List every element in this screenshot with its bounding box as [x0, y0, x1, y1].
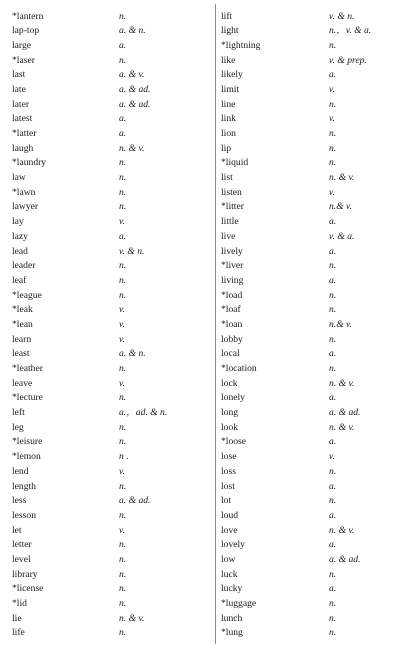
- part-of-speech: n.: [329, 99, 337, 110]
- vocab-word: *laundry: [12, 158, 47, 169]
- vocab-entry: [221, 24, 411, 39]
- vocab-entry: [12, 376, 210, 391]
- part-of-speech: n.: [329, 613, 337, 624]
- part-of-speech: n.: [119, 275, 127, 286]
- vocab-word: *league: [12, 290, 42, 301]
- part-of-speech: n.: [119, 55, 127, 66]
- vocab-word: lend: [12, 466, 29, 477]
- vocab-word: large: [12, 40, 32, 51]
- vocab-entry: [12, 391, 210, 406]
- part-of-speech: v.: [119, 334, 125, 345]
- part-of-speech: n.& v.: [329, 319, 353, 330]
- vocab-word: *luggage: [221, 599, 257, 609]
- vocab-word: lock: [221, 378, 238, 389]
- vocab-word: *lemon: [12, 452, 41, 462]
- vocab-entry: [12, 303, 210, 318]
- vocab-entry: [221, 626, 411, 641]
- part-of-speech: n.& v.: [329, 202, 353, 213]
- vocab-word: leader: [12, 261, 36, 271]
- vocab-word: *loose: [221, 437, 247, 448]
- vocab-entry: [221, 156, 411, 171]
- part-of-speech: n.: [329, 261, 337, 271]
- vocab-word: lip: [221, 143, 232, 154]
- part-of-speech: n.: [119, 540, 127, 550]
- part-of-speech: n.: [119, 422, 127, 433]
- part-of-speech: n.: [329, 143, 337, 154]
- vocab-word: leaf: [12, 275, 27, 286]
- part-of-speech: n.: [119, 569, 127, 580]
- vocab-entry: [221, 317, 411, 332]
- part-of-speech: n. & v.: [329, 422, 355, 433]
- vocab-entry: [12, 626, 210, 641]
- vocab-entry: [12, 508, 210, 523]
- vocab-word: light: [221, 26, 239, 36]
- part-of-speech: v.: [329, 187, 335, 198]
- part-of-speech: a.: [329, 349, 337, 359]
- vocab-entry: [12, 611, 210, 626]
- vocab-entry: [221, 244, 411, 259]
- vocab-word: lay: [12, 217, 24, 227]
- vocab-word: *leak: [12, 305, 33, 315]
- part-of-speech: n. & v.: [119, 143, 145, 154]
- part-of-speech: a. & ad.: [119, 496, 151, 506]
- vocab-word: level: [12, 554, 31, 565]
- vocab-entry: [12, 464, 210, 479]
- vocab-word: length: [12, 481, 36, 492]
- vocab-word: *latter: [12, 129, 37, 139]
- vocab-entry: [12, 97, 210, 112]
- vocab-word: leg: [12, 422, 24, 433]
- vocab-word: *lung: [221, 628, 243, 639]
- vocab-entry: [221, 68, 411, 83]
- vocab-entry: [12, 185, 210, 200]
- vocab-word: later: [12, 99, 30, 110]
- part-of-speech: v.: [119, 217, 125, 227]
- vocab-entry: [12, 259, 210, 274]
- vocab-entry: [12, 229, 210, 244]
- vocab-entry: [221, 552, 411, 567]
- vocab-entry: [221, 391, 411, 406]
- vocab-entry: [221, 185, 411, 200]
- vocab-entry: [221, 464, 411, 479]
- vocab-entry: [12, 435, 210, 450]
- vocab-entry: [221, 523, 411, 538]
- vocab-word: *license: [12, 584, 44, 594]
- part-of-speech: n.: [119, 158, 127, 169]
- vocab-entry: [12, 141, 210, 156]
- vocab-entry: [12, 82, 210, 97]
- vocab-word: living: [221, 275, 244, 286]
- part-of-speech: n.: [119, 261, 127, 271]
- right-word-column: [221, 9, 411, 641]
- vocab-entry: [12, 494, 210, 509]
- vocab-word: *lightning: [221, 40, 261, 51]
- vocab-entry: [12, 538, 210, 553]
- vocab-entry: [12, 552, 210, 567]
- vocab-word: let: [12, 525, 22, 536]
- part-of-speech: n.: [119, 364, 127, 374]
- vocab-entry: [12, 420, 210, 435]
- vocab-entry: [221, 479, 411, 494]
- vocab-word: lost: [221, 481, 235, 492]
- part-of-speech: a.: [329, 437, 337, 448]
- part-of-speech: a.: [329, 275, 337, 286]
- vocab-word: latest: [12, 114, 33, 124]
- vocab-entry: [221, 200, 411, 215]
- vocab-entry: [12, 244, 210, 259]
- part-of-speech: a. & v.: [119, 70, 145, 80]
- vocab-entry: [221, 347, 411, 362]
- vocab-entry: [12, 406, 210, 421]
- vocab-word: lift: [221, 11, 233, 22]
- part-of-speech: n.: [329, 466, 337, 477]
- vocab-word: *laser: [12, 55, 35, 66]
- vocab-entry: [221, 406, 411, 421]
- vocab-entry: [221, 362, 411, 377]
- column-divider: [215, 4, 216, 644]
- part-of-speech: a.: [329, 584, 337, 594]
- vocab-entry: [221, 494, 411, 509]
- part-of-speech: a. & ad.: [329, 554, 361, 565]
- part-of-speech: v. & n.: [329, 11, 355, 22]
- vocab-entry: [221, 112, 411, 127]
- vocab-entry: [12, 127, 210, 142]
- vocab-word: library: [12, 569, 38, 580]
- part-of-speech: a.: [329, 246, 337, 257]
- part-of-speech: n.: [329, 628, 337, 639]
- vocab-word: lose: [221, 452, 237, 462]
- part-of-speech: a.: [329, 393, 337, 404]
- vocab-entry: [221, 508, 411, 523]
- vocab-word: last: [12, 70, 26, 80]
- vocab-entry: [221, 450, 411, 465]
- vocab-word: look: [221, 422, 239, 433]
- vocab-word: love: [221, 525, 238, 536]
- vocab-entry: [12, 53, 210, 68]
- vocab-entry: [12, 215, 210, 230]
- vocab-entry: [221, 38, 411, 53]
- part-of-speech: a.: [119, 231, 127, 242]
- vocab-word: least: [12, 349, 30, 359]
- vocab-entry: [12, 362, 210, 377]
- vocab-word: line: [221, 99, 236, 110]
- vocab-word: live: [221, 231, 236, 242]
- part-of-speech: a.: [329, 481, 337, 492]
- vocab-entry: [221, 582, 411, 597]
- part-of-speech: n.: [329, 599, 337, 609]
- vocab-word: like: [221, 55, 236, 66]
- part-of-speech: n.: [329, 334, 337, 345]
- part-of-speech: n.: [119, 11, 127, 22]
- part-of-speech: n.: [119, 510, 127, 521]
- vocab-entry: [221, 611, 411, 626]
- part-of-speech: a. & ad.: [119, 99, 151, 110]
- vocab-entry: [221, 567, 411, 582]
- vocab-entry: [12, 582, 210, 597]
- part-of-speech: n.: [119, 187, 127, 198]
- part-of-speech: n.: [329, 364, 337, 374]
- part-of-speech: v. & a.: [329, 231, 355, 242]
- part-of-speech: v.: [119, 305, 125, 315]
- part-of-speech: n. & v.: [329, 173, 355, 183]
- vocab-word: lawyer: [12, 202, 39, 213]
- part-of-speech: v.: [119, 378, 125, 389]
- vocab-entry: [221, 259, 411, 274]
- vocab-entry: [221, 97, 411, 112]
- vocab-word: *liver: [221, 261, 244, 271]
- part-of-speech: a.，ad. & n.: [119, 408, 168, 418]
- vocab-word: *litter: [221, 202, 244, 213]
- vocab-word: laugh: [12, 143, 34, 154]
- vocab-word: lazy: [12, 231, 28, 242]
- vocab-entry: [12, 450, 210, 465]
- vocab-entry: [12, 288, 210, 303]
- vocab-word: loud: [221, 510, 239, 521]
- vocab-entry: [221, 597, 411, 612]
- vocab-word: local: [221, 349, 240, 359]
- vocab-entry: [221, 141, 411, 156]
- vocab-word: lonely: [221, 393, 245, 404]
- vocab-word: lovely: [221, 540, 245, 550]
- vocab-entry: [221, 127, 411, 142]
- part-of-speech: v.: [329, 452, 335, 462]
- part-of-speech: a.: [329, 217, 337, 227]
- vocab-word: link: [221, 114, 236, 124]
- part-of-speech: n.: [329, 290, 337, 301]
- vocab-word: lead: [12, 246, 28, 257]
- vocab-word: less: [12, 496, 27, 506]
- vocab-entry: [12, 200, 210, 215]
- part-of-speech: a.: [119, 40, 127, 51]
- part-of-speech: a. & ad.: [329, 408, 361, 418]
- part-of-speech: v. & prep.: [329, 55, 367, 66]
- vocab-word: *location: [221, 364, 257, 374]
- part-of-speech: n.，v. & a.: [329, 26, 372, 36]
- vocab-entry: [221, 303, 411, 318]
- vocab-entry: [12, 332, 210, 347]
- part-of-speech: n.: [119, 584, 127, 594]
- vocab-word: late: [12, 84, 26, 95]
- part-of-speech: n.: [119, 437, 127, 448]
- vocab-entry: [221, 9, 411, 24]
- part-of-speech: a.: [329, 540, 337, 550]
- vocab-entry: [221, 215, 411, 230]
- part-of-speech: n.: [119, 481, 127, 492]
- vocab-entry: [12, 9, 210, 24]
- vocab-word: *lid: [12, 599, 27, 609]
- vocab-entry: [221, 171, 411, 186]
- vocab-word: lesson: [12, 510, 36, 521]
- part-of-speech: n. & v.: [329, 378, 355, 389]
- part-of-speech: a.: [119, 129, 127, 139]
- part-of-speech: n.: [329, 496, 337, 506]
- part-of-speech: n.: [119, 554, 127, 565]
- vocab-word: *load: [221, 290, 243, 301]
- vocab-word: life: [12, 628, 25, 639]
- part-of-speech: n .: [119, 452, 129, 462]
- part-of-speech: n.: [119, 628, 127, 639]
- vocab-word: little: [221, 217, 239, 227]
- part-of-speech: n.: [119, 393, 127, 404]
- part-of-speech: n.: [119, 599, 127, 609]
- vocab-word: lobby: [221, 334, 243, 345]
- vocab-entry: [12, 112, 210, 127]
- vocab-word: lunch: [221, 613, 243, 624]
- part-of-speech: a.: [329, 510, 337, 521]
- part-of-speech: n. & v.: [119, 613, 145, 624]
- vocab-word: lively: [221, 246, 243, 257]
- part-of-speech: a.: [119, 114, 127, 124]
- part-of-speech: v.: [329, 84, 335, 95]
- vocab-entry: [12, 68, 210, 83]
- vocab-word: letter: [12, 540, 32, 550]
- vocab-entry: [12, 38, 210, 53]
- vocab-word: listen: [221, 187, 242, 198]
- vocab-entry: [12, 171, 210, 186]
- part-of-speech: v.: [329, 114, 335, 124]
- vocab-word: luck: [221, 569, 238, 580]
- vocab-entry: [221, 376, 411, 391]
- vocab-word: *lean: [12, 319, 33, 330]
- vocab-word: law: [12, 173, 26, 183]
- vocab-entry: [12, 523, 210, 538]
- part-of-speech: a. & n.: [119, 349, 146, 359]
- vocab-entry: [221, 538, 411, 553]
- part-of-speech: v.: [119, 525, 125, 536]
- part-of-speech: n.: [329, 129, 337, 139]
- part-of-speech: v.: [119, 466, 125, 477]
- part-of-speech: v. & n.: [119, 246, 145, 257]
- vocab-entry: [221, 53, 411, 68]
- part-of-speech: n.: [329, 40, 337, 51]
- vocab-entry: [221, 273, 411, 288]
- vocab-word: lion: [221, 129, 236, 139]
- vocab-word: *leisure: [12, 437, 43, 448]
- vocab-entry: [12, 567, 210, 582]
- part-of-speech: n.: [329, 569, 337, 580]
- part-of-speech: a. & ad.: [119, 84, 151, 95]
- vocab-word: *liquid: [221, 158, 249, 169]
- part-of-speech: n.: [119, 202, 127, 213]
- vocab-word: learn: [12, 334, 32, 345]
- part-of-speech: n.: [119, 173, 127, 183]
- part-of-speech: v.: [119, 319, 125, 330]
- vocab-entry: [12, 317, 210, 332]
- vocab-word: list: [221, 173, 233, 183]
- vocab-word: *leather: [12, 364, 43, 374]
- vocab-word: long: [221, 408, 239, 418]
- part-of-speech: a. & n.: [119, 26, 146, 36]
- vocab-entry: [12, 156, 210, 171]
- vocab-entry: [12, 479, 210, 494]
- vocab-entry: [221, 332, 411, 347]
- vocab-word: *lecture: [12, 393, 43, 404]
- vocab-word: loss: [221, 466, 236, 477]
- part-of-speech: a.: [329, 70, 337, 80]
- part-of-speech: n.: [329, 158, 337, 169]
- vocab-word: left: [12, 408, 25, 418]
- vocab-word: *lawn: [12, 187, 36, 198]
- vocab-word: *lantern: [12, 11, 44, 22]
- part-of-speech: n.: [119, 290, 127, 301]
- vocab-entry: [221, 420, 411, 435]
- vocab-word: low: [221, 554, 236, 565]
- vocab-word: likely: [221, 70, 243, 80]
- vocab-entry: [221, 288, 411, 303]
- vocab-word: leave: [12, 378, 33, 389]
- part-of-speech: n.: [329, 305, 337, 315]
- vocab-entry: [12, 273, 210, 288]
- vocab-word: *loaf: [221, 305, 241, 315]
- vocab-word: lap-top: [12, 26, 40, 36]
- vocab-entry: [221, 435, 411, 450]
- vocab-word: lot: [221, 496, 232, 506]
- vocab-entry: [12, 347, 210, 362]
- part-of-speech: n. & v.: [329, 525, 355, 536]
- vocab-entry: [221, 82, 411, 97]
- vocab-entry: [12, 597, 210, 612]
- vocab-word: lucky: [221, 584, 243, 594]
- vocab-word: lie: [12, 613, 22, 624]
- vocab-entry: [12, 24, 210, 39]
- left-word-column: [12, 9, 210, 641]
- vocab-word: *loan: [221, 319, 243, 330]
- vocab-word: limit: [221, 84, 240, 95]
- vocab-entry: [221, 229, 411, 244]
